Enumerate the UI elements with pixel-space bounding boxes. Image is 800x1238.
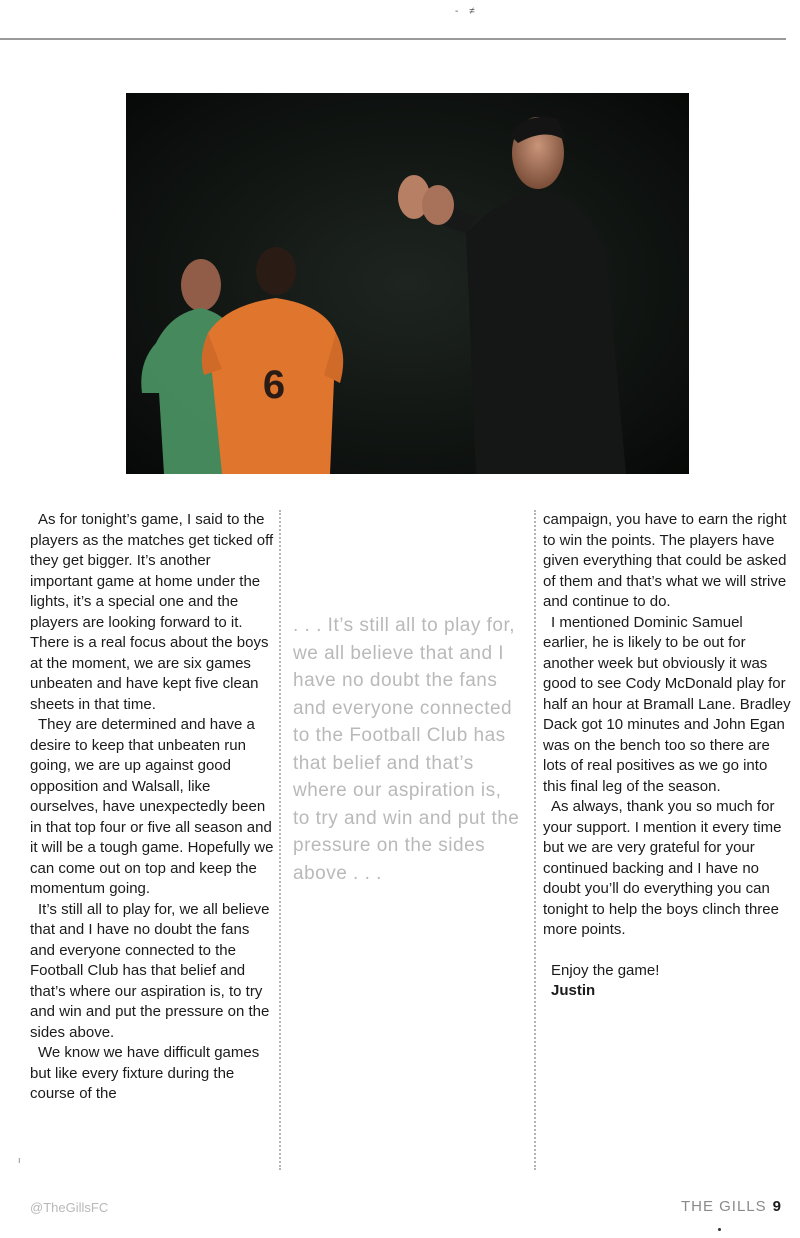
scan-mark: - ≠ bbox=[455, 6, 479, 17]
article-column-right bbox=[543, 510, 791, 1002]
column-divider bbox=[279, 510, 281, 1170]
article-paragraph: I mentioned Dominic Samuel earlier, he is likely to be out for another week but obviously it was good to see Cody McDonald play for half an hour at Bramall Lane. Bradley Dack got 10 minutes and John Egan was on the bench too so there are lots of real positives as we go into this final leg of the season. bbox=[543, 613, 791, 795]
signoff-text: Enjoy the game! bbox=[551, 961, 660, 979]
article-paragraph: It’s still all to play for, we all believe that and I have no doubt the fans and everyone connected to the Football Club has that belief and that’s where our aspiration is, to try and win and put the pressure on the sides above. bbox=[30, 900, 270, 1041]
article-paragraph: As for tonight’s game, I said to the players as the matches get ticked off they get bigger. It’s another important game at home under the lights, it’s a special one and the players are looking forward to it. There is a real focus about the boys at the moment, we are six games unbeaten and have kept five clean sheets in that time. bbox=[30, 511, 274, 713]
top-rule bbox=[0, 38, 786, 40]
article-paragraph: campaign, you have to earn the right to win the points. The players have given everything that could be asked of them and that’s what we will strive and continue to do. bbox=[543, 511, 787, 610]
article-paragraph: As always, thank you so much for your support. I mention it every time but we are very grateful for your continued backing and I have no doubt you’ll do everything you can tonight to help the boys clinch three more points. bbox=[543, 798, 782, 938]
margin-mark: ı bbox=[18, 1155, 21, 1165]
jersey-number: 6 bbox=[262, 363, 286, 407]
pull-quote: . . . It’s still all to play for, we all believe that and I have no doubt the fans and everyone connected to the Football Club has that belief and that’s where our aspiration is, to try and win and put the pressure on the sides above . . . bbox=[293, 615, 520, 884]
article-photo bbox=[126, 93, 689, 474]
signoff-block bbox=[543, 961, 791, 1002]
photo-illustration bbox=[126, 93, 689, 474]
article-paragraph: We know we have difficult games but like every fixture during the course of the bbox=[30, 1044, 260, 1102]
footer-publication bbox=[681, 1198, 782, 1215]
bottom-dot bbox=[718, 1228, 721, 1231]
article-column-left bbox=[30, 510, 274, 1105]
column-divider bbox=[534, 510, 536, 1170]
page-number: 9 bbox=[772, 1198, 782, 1215]
signature-name: Justin bbox=[551, 982, 596, 999]
footer-social-handle: @TheGillsFC bbox=[30, 1200, 109, 1215]
article-paragraph: They are determined and have a desire to keep that unbeaten run going, we are up against good opposition and Walsall, like ourselves, have unexpectedly been in that top four or five all season and it will be a tough game. Hopefully we can come out on top and keep the momentum going. bbox=[30, 716, 274, 897]
footer-title: THE GILLS bbox=[680, 1198, 767, 1215]
